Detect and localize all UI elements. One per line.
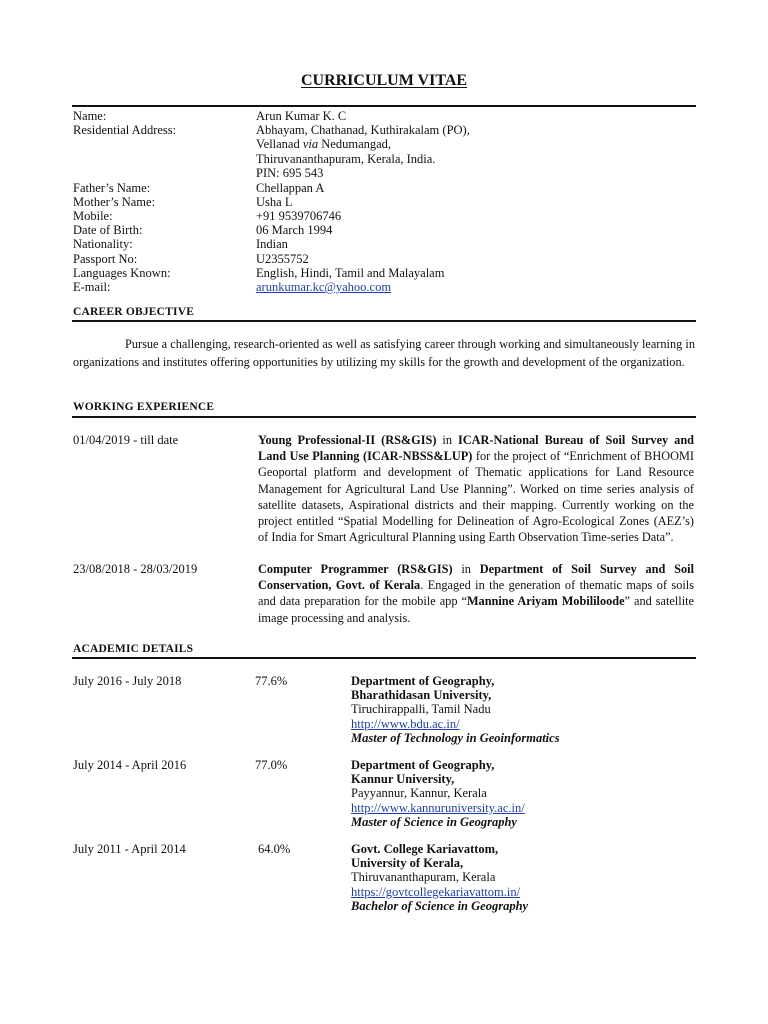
academic-1-degree: Master of Technology in Geoinformatics	[351, 730, 560, 745]
academic-3-institution	[351, 842, 528, 913]
academic-details-divider	[72, 657, 696, 659]
academic-3-college: Govt. College Kariavattom,	[351, 842, 499, 856]
academic-3-degree: Bachelor of Science in Geography	[351, 898, 529, 913]
personal-row-mobile	[73, 209, 693, 223]
experience-2-organization: Department of Soil Survey and Soil Conservation, Govt. of Kerala	[258, 562, 694, 593]
academic-2-url-link[interactable]: http://www.kannuruniversity.ac.in/	[351, 800, 525, 815]
academic-3-university: University of Kerala,	[351, 856, 464, 871]
academic-2-score: 77.0%	[255, 758, 288, 772]
nationality-value: Indian	[256, 237, 288, 252]
experience-1-organization: ICAR-National Bureau of Soil Survey and Land Use Planning (ICAR-NBSS&LUP)	[258, 433, 694, 464]
career-objective-text: Pursue a challenging, research-oriented as well as satisfying career through working and simultaneously learning in organizations and institutes offering opportunities by utilizing my skills for the growth and development of the organization.	[73, 337, 695, 369]
experience-1-date: 01/04/2019 - till date	[73, 433, 179, 447]
academic-1-place: Tiruchirappalli, Tamil Nadu	[351, 702, 491, 717]
address-line-2: Vellanad via Nedumangad,	[256, 137, 392, 152]
experience-2-app-name: Mannine Ariyam Mobililoode	[466, 594, 625, 609]
mother-name-label: Mother’s Name:	[73, 194, 156, 209]
academic-3-place: Thiruvananthapuram, Kerala	[351, 870, 496, 885]
career-objective-heading: CAREER OBJECTIVE	[73, 306, 195, 318]
academic-2-department: Department of Geography,	[351, 758, 495, 772]
academic-1-department: Department of Geography,	[351, 674, 495, 688]
title-divider	[72, 105, 696, 107]
personal-row-languages	[73, 266, 693, 280]
address-line-3: Thiruvananthapuram, Kerala, India.	[256, 151, 436, 166]
academic-1-period: July 2016 - July 2018	[73, 674, 182, 688]
personal-row-address	[73, 123, 693, 180]
academic-details-heading: ACADEMIC DETAILS	[73, 643, 194, 655]
personal-row-name	[73, 109, 693, 123]
working-experience-divider	[72, 416, 696, 418]
personal-row-father	[73, 181, 693, 195]
page-title: CURRICULUM VITAE	[300, 72, 468, 89]
dob-value: 06 March 1994	[256, 223, 333, 238]
academic-2-period: July 2014 - April 2016	[73, 758, 187, 772]
academic-1-score: 77.6%	[255, 674, 288, 688]
academic-2-university: Kannur University,	[351, 772, 455, 787]
name-label: Name:	[73, 109, 107, 123]
personal-row-email	[73, 280, 693, 294]
academic-1-institution	[351, 674, 560, 745]
academic-3-url-link[interactable]: https://govtcollegekariavattom.in/	[351, 884, 521, 899]
experience-2-role: Computer Programmer (RS&GIS)	[258, 562, 453, 576]
email-link[interactable]: arunkumar.kc@yahoo.com	[256, 279, 392, 294]
dob-label: Date of Birth:	[73, 223, 143, 238]
academic-2-place: Payyannur, Kannur, Kerala	[351, 786, 487, 801]
address-label: Residential Address:	[73, 123, 177, 138]
nationality-label: Nationality:	[73, 237, 133, 252]
personal-row-passport	[73, 252, 693, 266]
working-experience-heading: WORKING EXPERIENCE	[73, 401, 215, 413]
experience-2-description: Computer Programmer (RS&GIS) in Department of Soil Survey and Soil Conservation, Govt. of Kerala. Engaged in the generation of thematic maps of soils and data preparation for the mobile app “Mannine Ariyam Mobililoode” and satellite image processing and analysis.	[258, 562, 694, 625]
name-value: Arun Kumar K. C	[256, 109, 347, 123]
academic-2-institution	[351, 758, 525, 829]
experience-1-description: Young Professional-II (RS&GIS) in ICAR-National Bureau of Soil Survey and Land Use Planning (ICAR-NBSS&LUP) for the project of “Enrichment of BHOOMI Geoportal platform and development of Thematic applications for Land Resource Management for Agricultural Land Use Planning”. Worked on time series analysis of satellite datasets, Aspirational districts and their mapping. Currently working on the project entitled “Spatial Modelling for Delineation of Agro-Ecological Zones (AEZ’s) of India for Smart Agricultural Planning using Earth Observation Time-series Data”.	[258, 433, 694, 545]
academic-3-score: 64.0%	[258, 842, 291, 856]
mobile-label: Mobile:	[73, 208, 113, 223]
languages-value: English, Hindi, Tamil and Malayalam	[256, 265, 445, 280]
mother-name-value: Usha L	[256, 194, 293, 209]
email-label: E-mail:	[73, 279, 111, 294]
career-objective-divider	[72, 320, 696, 322]
personal-row-dob	[73, 223, 693, 237]
academic-2-degree: Master of Science in Geography	[351, 814, 517, 829]
languages-label: Languages Known:	[73, 265, 171, 280]
academic-1-university: Bharathidasan University,	[351, 688, 492, 703]
personal-details	[73, 109, 693, 294]
personal-row-nationality	[73, 237, 693, 251]
father-name-label: Father’s Name:	[73, 180, 151, 195]
address-line-4: PIN: 695 543	[256, 165, 324, 180]
mobile-value: +91 9539706746	[256, 208, 342, 223]
academic-3-period: July 2011 - April 2014	[73, 842, 186, 856]
passport-value: U2355752	[256, 251, 309, 266]
experience-2-date: 23/08/2018 - 28/03/2019	[73, 562, 198, 576]
academic-1-url-link[interactable]: http://www.bdu.ac.in/	[351, 716, 460, 731]
personal-row-mother	[73, 195, 693, 209]
address-line-1: Abhayam, Chathanad, Kuthirakalam (PO),	[256, 123, 470, 138]
experience-1-role: Young Professional-II (RS&GIS)	[258, 433, 437, 447]
passport-label: Passport No:	[73, 251, 138, 266]
father-name-value: Chellappan A	[256, 180, 325, 195]
